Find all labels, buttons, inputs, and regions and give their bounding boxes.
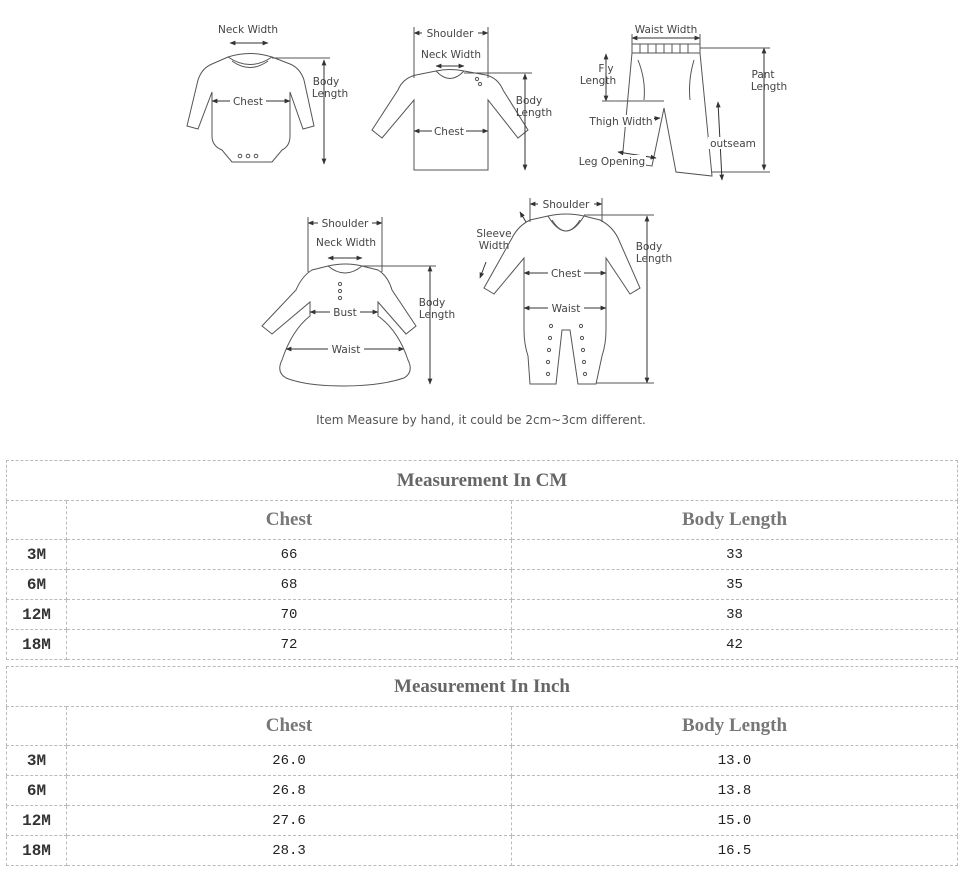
dress-bust-label: Bust xyxy=(333,307,357,319)
pants-thigh-width-label: Thigh Width xyxy=(589,116,653,128)
body-length-value: 33 xyxy=(512,540,958,570)
table-title: Measurement In CM xyxy=(7,461,958,501)
size-label: 3M xyxy=(7,540,67,570)
tshirt-diagram xyxy=(372,27,552,170)
romper-diagram xyxy=(476,198,672,384)
body-length-value: 13.0 xyxy=(512,746,958,776)
dress-neck-width-label: Neck Width xyxy=(315,237,377,249)
romper-body-length-label-2: Length xyxy=(635,253,673,265)
size-label: 18M xyxy=(7,630,67,660)
chest-value: 28.3 xyxy=(67,836,512,866)
pants-outseam-label: outseam xyxy=(710,138,756,150)
column-header-body-length: Body Length xyxy=(512,707,958,746)
size-label: 6M xyxy=(7,570,67,600)
romper-waist-label: Waist xyxy=(551,303,581,315)
size-label: 12M xyxy=(7,600,67,630)
size-label: 6M xyxy=(7,776,67,806)
dress-body-length-label-2: Length xyxy=(418,309,456,321)
body-length-value: 42 xyxy=(512,630,958,660)
column-header-chest: Chest xyxy=(67,501,512,540)
body-length-value: 16.5 xyxy=(512,836,958,866)
table-row xyxy=(7,746,958,776)
header-corner xyxy=(7,501,67,540)
table-row xyxy=(7,540,958,570)
pants-diagram xyxy=(579,24,787,180)
pants-fly-length-label-2: Length xyxy=(579,75,617,87)
pants-pant-length-label-2: Length xyxy=(750,81,788,93)
measure-note: Item Measure by hand, it could be 2cm~3cm different. xyxy=(316,413,646,427)
dress-diagram xyxy=(262,217,455,386)
chest-value: 70 xyxy=(67,600,512,630)
chest-value: 72 xyxy=(67,630,512,660)
table-title: Measurement In Inch xyxy=(7,667,958,707)
dress-waist-label: Waist xyxy=(331,344,361,356)
body-length-value: 35 xyxy=(512,570,958,600)
header-corner xyxy=(7,707,67,746)
table-row xyxy=(7,630,958,660)
tshirt-neck-width-label: Neck Width xyxy=(420,49,482,61)
table-row xyxy=(7,570,958,600)
size-label: 18M xyxy=(7,836,67,866)
chest-value: 26.0 xyxy=(67,746,512,776)
body-length-value: 15.0 xyxy=(512,806,958,836)
column-header-chest: Chest xyxy=(67,707,512,746)
inch-size-table xyxy=(6,666,958,866)
pants-waist-width-label: Waist Width xyxy=(634,24,698,36)
chest-value: 66 xyxy=(67,540,512,570)
table-row xyxy=(7,806,958,836)
size-label: 12M xyxy=(7,806,67,836)
chest-value: 27.6 xyxy=(67,806,512,836)
dress-body-length-label-1: Body xyxy=(418,297,446,309)
romper-sleeve-width-label-1: Sleeve xyxy=(476,228,512,240)
bodysuit-neck-width-label: Neck Width xyxy=(217,24,279,36)
column-header-body-length: Body Length xyxy=(512,501,958,540)
body-length-value: 13.8 xyxy=(512,776,958,806)
pants-leg-opening-label: Leg Opening xyxy=(578,156,646,168)
body-length-value: 38 xyxy=(512,600,958,630)
bodysuit-body-length-label-2: Length xyxy=(311,88,349,100)
table-row xyxy=(7,836,958,866)
romper-sleeve-width-label-2: Width xyxy=(478,240,510,252)
romper-shoulder-label: Shoulder xyxy=(542,199,590,211)
tshirt-body-length-label-2: Length xyxy=(515,107,553,119)
tshirt-chest-label: Chest xyxy=(433,126,465,138)
pants-fly-length-label-1: Fly xyxy=(598,63,614,75)
size-label: 3M xyxy=(7,746,67,776)
romper-body-length-label-1: Body xyxy=(635,241,663,253)
pants-pant-length-label-1: Pant xyxy=(751,69,775,81)
chest-value: 68 xyxy=(67,570,512,600)
romper-chest-label: Chest xyxy=(550,268,582,280)
dress-shoulder-label: Shoulder xyxy=(321,218,369,230)
tshirt-shoulder-label: Shoulder xyxy=(426,28,474,40)
bodysuit-diagram xyxy=(187,24,348,164)
bodysuit-body-length-label-1: Body xyxy=(312,76,340,88)
chest-value: 26.8 xyxy=(67,776,512,806)
table-row xyxy=(7,600,958,630)
cm-size-table xyxy=(6,460,958,660)
tshirt-body-length-label-1: Body xyxy=(515,95,543,107)
bodysuit-chest-label: Chest xyxy=(232,96,264,108)
table-row xyxy=(7,776,958,806)
